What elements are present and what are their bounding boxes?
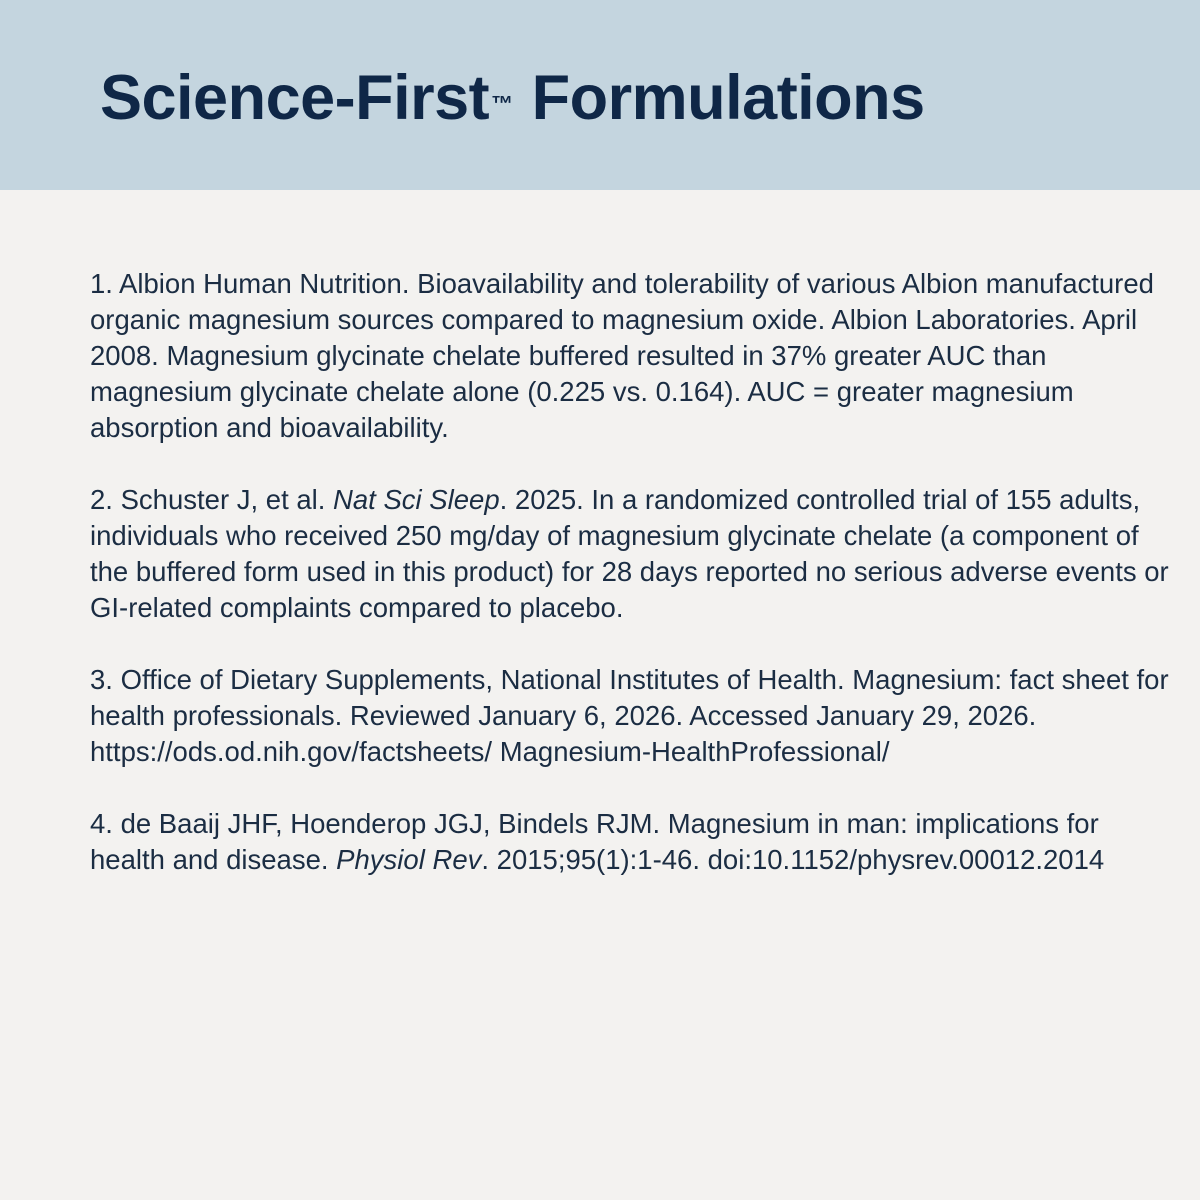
reference-3 (90, 662, 1170, 770)
reference-4-journal: Physiol Rev (336, 844, 482, 875)
reference-1-text: 1. Albion Human Nutrition. Bioavailability and tolerability of various Albion manufactured organic magnesium sources compared to magnesium oxide. Albion Laboratories. April 2008. Magnesium glycinate chelate buffered resulted in 37% greater AUC than magnesium glycinate chelate alone (0.225 vs. 0.164). AUC = greater magnesium absorption and bioavailability. (90, 268, 1154, 443)
title-rest: Formulations (514, 63, 925, 133)
reference-3-text: 3. Office of Dietary Supplements, National Institutes of Health. Magnesium: fact sheet for health professionals. Reviewed January 6, 2026. Accessed January 29, 2026. https://ods.od.nih.gov/factsheets/ Magnesium-HealthProfessional/ (90, 664, 1169, 767)
reference-2-text-pre: 2. Schuster J, et al. (90, 484, 334, 515)
reference-2-journal: Nat Sci Sleep (333, 484, 500, 515)
title-main: Science-First (100, 63, 490, 133)
references-list (90, 266, 1170, 914)
reference-2-text-post: . 2025. In a randomized controlled trial of 155 adults, individuals who received 250 mg/day of magnesium glycinate chelate (a component of the buffered form used in this product) for 28 days reported no serious adverse events or GI-related complaints compared to placebo. (90, 484, 1169, 623)
trademark-symbol: ™ (491, 91, 513, 116)
header-banner (0, 0, 1200, 190)
reference-4-text-post: . 2015;95(1):1-46. doi:10.1152/physrev.00012.2014 (481, 844, 1105, 875)
reference-2 (90, 482, 1170, 626)
reference-1 (90, 266, 1170, 446)
reference-4-text-pre: 4. de Baaij JHF, Hoenderop JGJ, Bindels RJM. Magnesium in man: implications for health and disease. (90, 808, 1099, 875)
reference-4 (90, 806, 1170, 878)
page-title (100, 58, 925, 138)
